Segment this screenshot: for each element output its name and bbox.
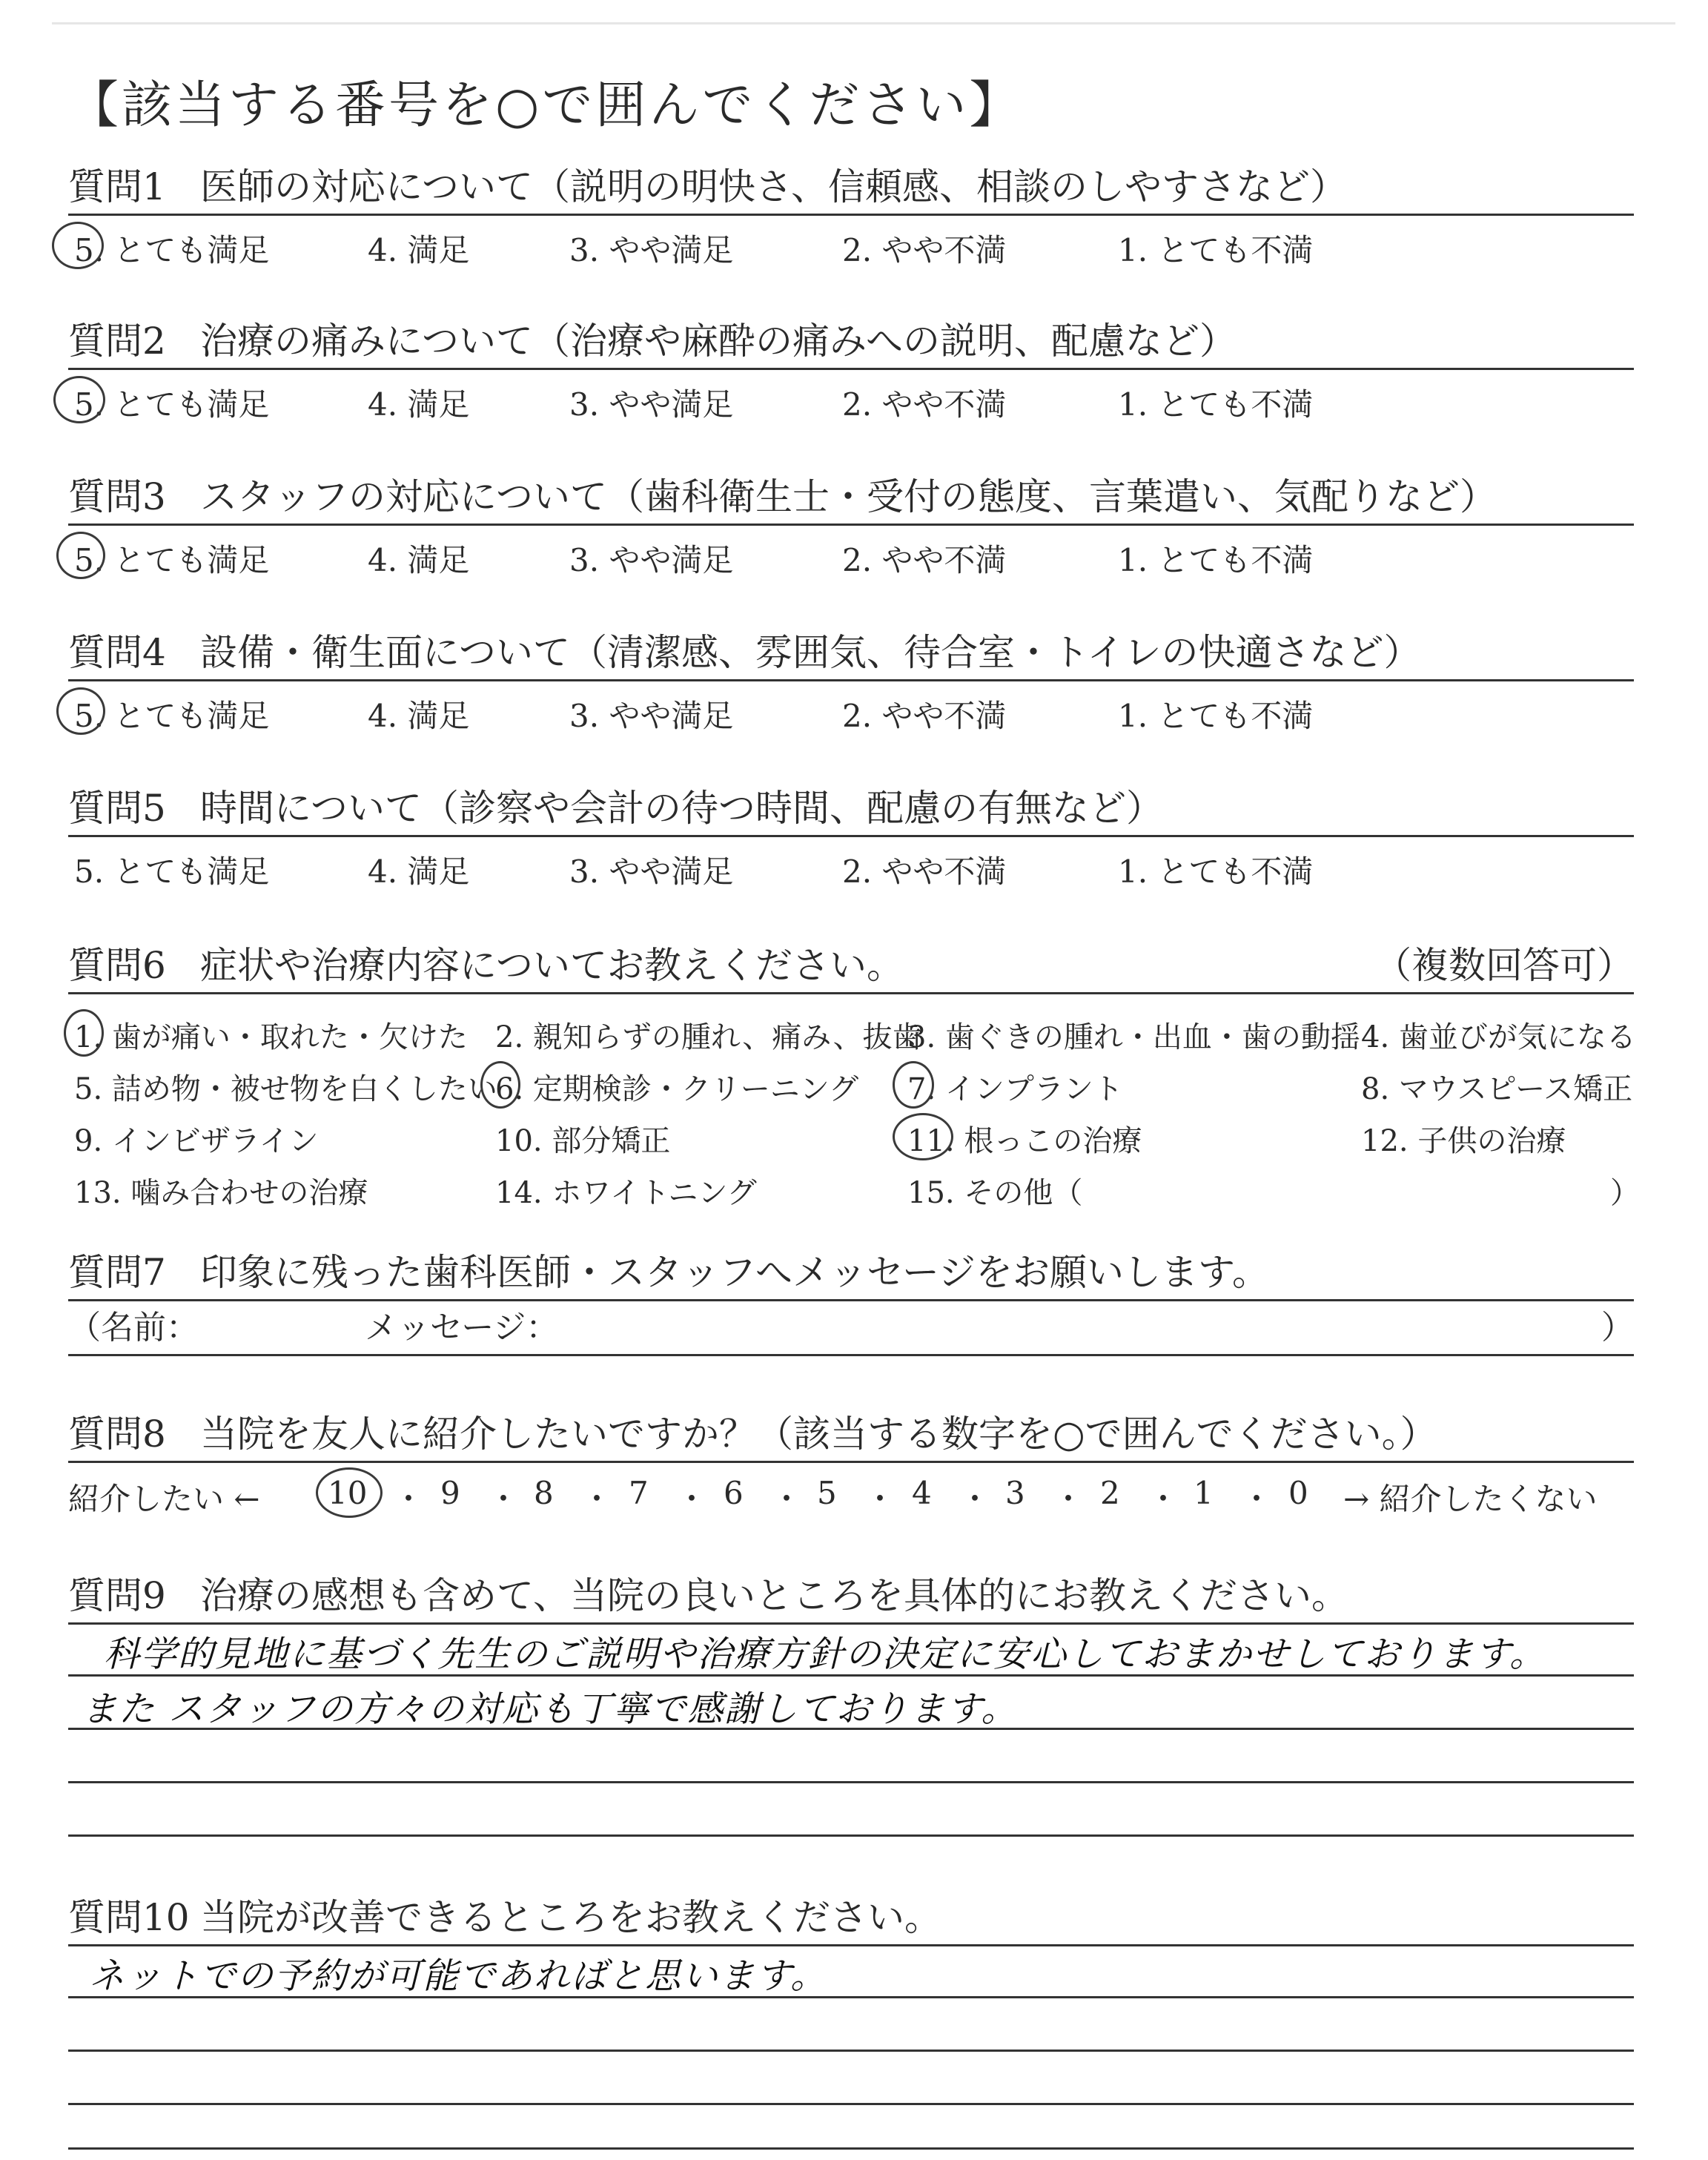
symptom-option[interactable]: 12. 子供の治療 xyxy=(1361,1124,1566,1158)
rating-option-3[interactable]: 3. やや満足 xyxy=(569,386,734,423)
question-6 xyxy=(68,936,1640,1217)
scale-separator: ・ xyxy=(676,1481,708,1517)
question-8 xyxy=(68,1404,1634,1518)
selection-circle xyxy=(56,532,105,579)
question-number: 質問3 xyxy=(68,475,166,518)
question-9 xyxy=(68,1566,1634,1625)
name-label: （名前： xyxy=(68,1309,199,1347)
symptom-option[interactable]: 14. ホワイトニング xyxy=(495,1176,757,1210)
answer-line xyxy=(68,2103,1634,2105)
scale-4[interactable]: 4 xyxy=(912,1475,932,1511)
rating-option-5[interactable]: 5. とても満足 xyxy=(74,542,270,578)
scale-separator: ・ xyxy=(959,1481,991,1517)
handwritten-answer: ネットでの予約が可能であればと思います。 xyxy=(89,1955,828,1997)
scale-separator: ・ xyxy=(1053,1481,1085,1517)
question-text: 設備・衛生面について（清潔感、雰囲気、待合室・トイレの快適さなど） xyxy=(200,631,1421,674)
handwritten-answer: 科学的見地に基づく先生のご説明や治療方針の決定に安心しておまかせしております。 xyxy=(104,1634,1547,1675)
question-number: 質問9 xyxy=(68,1574,166,1617)
scale-separator: ・ xyxy=(1148,1481,1179,1517)
scale-6[interactable]: 6 xyxy=(724,1475,744,1511)
scale-8[interactable]: 8 xyxy=(534,1475,554,1511)
rating-option-5[interactable]: 5. とても満足 xyxy=(74,232,270,268)
scale-1[interactable]: 1 xyxy=(1194,1475,1214,1511)
handwritten-answer: また スタッフの方々の対応も丁寧で感謝しております。 xyxy=(82,1688,1019,1730)
symptom-option[interactable]: 2. 親知らずの腫れ、痛み、抜歯 xyxy=(495,1020,922,1054)
question-text: 症状や治療内容についてお教えください。 xyxy=(200,944,904,987)
rating-option-3[interactable]: 3. やや満足 xyxy=(569,853,734,890)
selection-circle xyxy=(480,1061,520,1109)
rating-options xyxy=(68,370,1634,422)
rating-option-1[interactable]: 1. とても不満 xyxy=(1118,386,1314,423)
rating-option-4[interactable]: 4. 満足 xyxy=(368,542,470,578)
question-text: 治療の感想も含めて、当院の良いところを具体的にお教えください。 xyxy=(200,1574,1348,1617)
selection-circle xyxy=(893,1061,934,1109)
question-number: 質問5 xyxy=(68,787,166,830)
symptom-option[interactable]: 7. インプラント xyxy=(907,1072,1123,1106)
symptom-option[interactable]: 5. 詰め物・被せ物を白くしたい xyxy=(74,1072,497,1106)
message-field[interactable] xyxy=(68,1301,1634,1356)
question-3 xyxy=(68,467,1634,578)
selection-circle xyxy=(893,1113,953,1160)
question-4 xyxy=(68,623,1634,733)
rating-option-1[interactable]: 1. とても不満 xyxy=(1118,542,1314,578)
selection-circle xyxy=(64,1009,104,1057)
scale-7[interactable]: 7 xyxy=(629,1475,649,1511)
rating-option-4[interactable]: 4. 満足 xyxy=(368,386,470,423)
question-number: 質問8 xyxy=(68,1413,166,1456)
scale-2[interactable]: 2 xyxy=(1100,1475,1120,1511)
question-number: 質問10 xyxy=(68,1896,190,1939)
question-text: 当院が改善できるところをお教えください。 xyxy=(200,1896,941,1939)
symptom-option[interactable]: 10. 部分矯正 xyxy=(495,1124,671,1158)
page-title: 【該当する番号を○で囲んでください】 xyxy=(68,76,1023,135)
scale-separator: ・ xyxy=(864,1481,896,1517)
question-number: 質問6 xyxy=(68,944,166,987)
scale-separator: ・ xyxy=(393,1481,425,1517)
symptom-option[interactable]: 9. インビザライン xyxy=(74,1124,319,1158)
question-number: 質問1 xyxy=(68,165,166,208)
answer-line xyxy=(68,1781,1634,1783)
symptom-option[interactable]: 4. 歯並びが気になる xyxy=(1361,1020,1636,1054)
scale-left-label: 紹介したい ← xyxy=(68,1481,260,1517)
rating-option-4[interactable]: 4. 満足 xyxy=(368,232,470,268)
symptom-option[interactable]: 15. その他（ xyxy=(907,1176,1083,1210)
rating-option-4[interactable]: 4. 満足 xyxy=(368,853,470,890)
question-number: 質問7 xyxy=(68,1251,166,1294)
answer-line xyxy=(68,2050,1634,2052)
rating-options xyxy=(68,216,1634,268)
rating-options xyxy=(68,681,1634,733)
question-10 xyxy=(68,1888,1634,1946)
recommend-scale xyxy=(68,1463,1634,1518)
rating-option-2[interactable]: 2. やや不満 xyxy=(842,853,1007,890)
question-7 xyxy=(68,1243,1634,1356)
other-close-paren: ） xyxy=(1610,1176,1640,1210)
rating-option-5[interactable]: 5. とても満足 xyxy=(74,386,270,423)
message-close-paren: ） xyxy=(1601,1309,1634,1347)
selection-circle xyxy=(53,376,105,423)
scale-separator: ・ xyxy=(581,1481,613,1517)
answer-line xyxy=(68,1834,1634,1837)
rating-option-2[interactable]: 2. やや不満 xyxy=(842,542,1007,578)
scale-separator: ・ xyxy=(771,1481,803,1517)
question-text: 印象に残った歯科医師・スタッフへメッセージをお願いします。 xyxy=(200,1251,1269,1294)
symptom-option[interactable]: 6. 定期検診・クリーニング xyxy=(495,1072,859,1106)
scale-separator: ・ xyxy=(488,1481,520,1517)
symptom-option[interactable]: 13. 噛み合わせの治療 xyxy=(74,1176,368,1210)
top-rule xyxy=(52,22,1675,24)
rating-option-1[interactable]: 1. とても不満 xyxy=(1118,698,1314,734)
rating-option-3[interactable]: 3. やや満足 xyxy=(569,542,734,578)
question-text: スタッフの対応について（歯科衛生士・受付の態度、言葉遣い、気配りなど） xyxy=(200,475,1497,518)
question-number: 質問2 xyxy=(68,320,166,363)
question-2 xyxy=(68,311,1634,422)
selection-circle xyxy=(52,222,104,269)
rating-option-3[interactable]: 3. やや満足 xyxy=(569,698,734,734)
rating-option-1[interactable]: 1. とても不満 xyxy=(1118,232,1314,268)
symptom-option[interactable]: 3. 歯ぐきの腫れ・出血・歯の動揺 xyxy=(907,1020,1360,1054)
scale-5[interactable]: 5 xyxy=(817,1475,837,1511)
rating-option-5[interactable]: 5. とても満足 xyxy=(74,853,270,890)
scale-right-label: → 紹介したくない xyxy=(1343,1481,1598,1517)
question-1 xyxy=(68,157,1634,268)
selection-circle xyxy=(316,1467,383,1518)
question-text: 医師の対応について（説明の明快さ、信頼感、相談のしやすさなど） xyxy=(200,165,1347,208)
rating-option-1[interactable]: 1. とても不満 xyxy=(1118,853,1314,890)
scale-3[interactable]: 3 xyxy=(1005,1475,1025,1511)
symptom-option[interactable]: 1. 歯が痛い・取れた・欠けた xyxy=(74,1020,468,1054)
rating-option-2[interactable]: 2. やや不満 xyxy=(842,698,1007,734)
rating-option-5[interactable]: 5. とても満足 xyxy=(74,698,270,734)
answer-line xyxy=(68,2147,1634,2150)
scale-0[interactable]: 0 xyxy=(1288,1475,1308,1511)
rating-option-4[interactable]: 4. 満足 xyxy=(368,698,470,734)
question-text: 治療の痛みについて（治療や麻酔の痛みへの説明、配慮など） xyxy=(200,320,1237,363)
rating-option-2[interactable]: 2. やや不満 xyxy=(842,386,1007,423)
question-number: 質問4 xyxy=(68,631,166,674)
scale-9[interactable]: 9 xyxy=(440,1475,460,1511)
question-text: 時間について（診察や会計の待つ時間、配慮の有無など） xyxy=(200,787,1163,830)
rating-option-3[interactable]: 3. やや満足 xyxy=(569,232,734,268)
message-label: メッセージ： xyxy=(365,1309,559,1347)
multiple-answers-note: （複数回答可） xyxy=(1374,944,1634,987)
selection-circle xyxy=(56,687,105,735)
rating-option-2[interactable]: 2. やや不満 xyxy=(842,232,1007,268)
question-5 xyxy=(68,779,1634,889)
scale-10[interactable]: 10 xyxy=(328,1475,368,1511)
scale-separator: ・ xyxy=(1241,1481,1273,1517)
rating-options xyxy=(68,526,1634,578)
question-text: 当院を友人に紹介したいですか？（該当する数字を○で囲んでください。） xyxy=(200,1413,1437,1456)
rating-options xyxy=(68,837,1634,889)
symptom-options xyxy=(68,994,1640,1217)
symptom-option[interactable]: 8. マウスピース矯正 xyxy=(1361,1072,1633,1106)
symptom-option[interactable]: 11. 根っこの治療 xyxy=(907,1124,1142,1158)
